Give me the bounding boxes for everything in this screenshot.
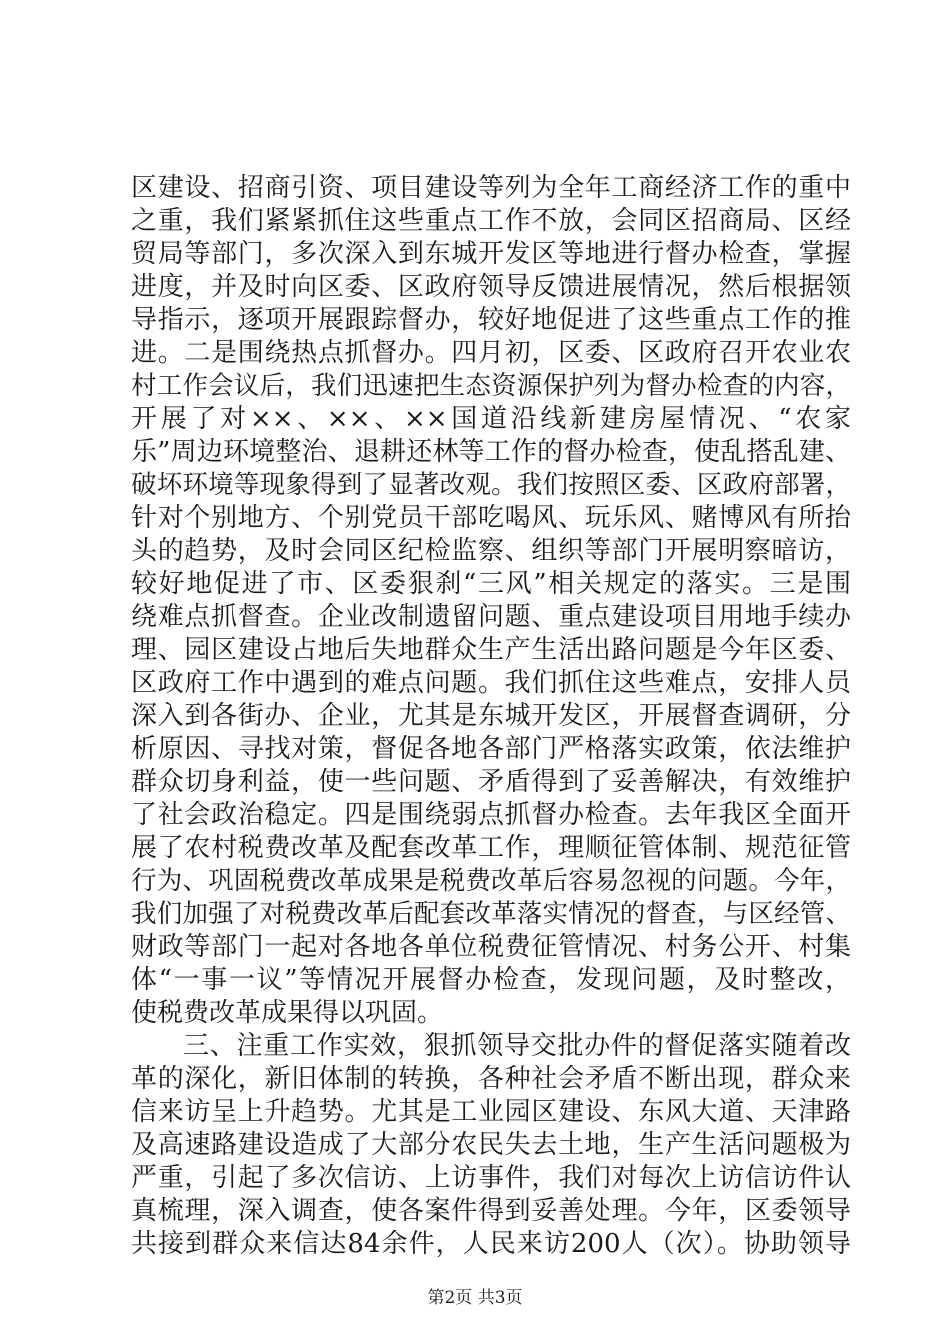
text-line: 导指示，逐项开展跟踪督办，较好地促进了这些重点工作的推 (131, 305, 851, 335)
text-line: 群众切身利益，使一些问题、矛盾得到了妥善解决，有效维护 (131, 767, 851, 797)
text-line: 贸局等部门，多次深入到东城开发区等地进行督办检查，掌握 (131, 239, 851, 269)
text-line: 绕难点抓督查。企业改制遗留问题、重点建设项目用地手续办 (131, 602, 851, 632)
text-line: 乐”周边环境整治、退耕还林等工作的督办检查，使乱搭乱建、 (131, 437, 851, 467)
section-heading-line: 三、注重工作实效，狠抓领导交批办件的督促落实随着改 (183, 1031, 851, 1061)
text-line: 较好地促进了市、区委狠刹“三风”相关规定的落实。三是围 (131, 569, 851, 599)
text-line: 行为、巩固税费改革成果是税费改革后容易忽视的问题。今年， (131, 866, 851, 896)
text-line: 严重，引起了多次信访、上访事件，我们对每次上访信访件认 (131, 1163, 851, 1193)
text-line: 区建设、招商引资、项目建设等列为全年工商经济工作的重中 (131, 173, 851, 203)
text-line: 我们加强了对税费改革后配套改革落实情况的督查，与区经管、 (131, 899, 851, 929)
page-number-footer: 第2页 共3页 (427, 1288, 523, 1308)
text-line: 共接到群众来信达84余件，人民来访200人（次）。协助领导 (131, 1229, 851, 1259)
text-line: 析原因、寻找对策，督促各地各部门严格落实政策，依法维护 (131, 734, 851, 764)
text-line: 真梳理，深入调查，使各案件得到妥善处理。今年，区委领导 (131, 1196, 851, 1226)
text-line: 及高速路建设造成了大部分农民失去土地，生产生活问题极为 (131, 1130, 851, 1160)
body-text (131, 172, 851, 1261)
text-line: 村工作会议后，我们迅速把生态资源保护列为督办检查的内容， (131, 371, 851, 401)
text-line: 展了农村税费改革及配套改革工作，理顺征管体制、规范征管 (131, 833, 851, 863)
text-line: 区政府工作中遇到的难点问题。我们抓住这些难点，安排人员 (131, 668, 851, 698)
text-line: 破坏环境等现象得到了显著改观。我们按照区委、区政府部署， (131, 470, 851, 500)
text-line: 之重，我们紧紧抓住这些重点工作不放，会同区招商局、区经 (131, 206, 851, 236)
text-line: 进。二是围绕热点抓督办。四月初，区委、区政府召开农业农 (131, 338, 851, 368)
text-line: 针对个别地方、个别党员干部吃喝风、玩乐风、赌博风有所抬 (131, 503, 851, 533)
text-line: 深入到各街办、企业，尤其是东城开发区，开展督查调研，分 (131, 701, 851, 731)
text-line: 革的深化，新旧体制的转换，各种社会矛盾不断出现，群众来 (131, 1064, 851, 1094)
text-line: 理、园区建设占地后失地群众生产生活出路问题是今年区委、 (131, 635, 851, 665)
text-line: 了社会政治稳定。四是围绕弱点抓督办检查。去年我区全面开 (131, 800, 851, 830)
paragraph-end-line: 使税费改革成果得以巩固。 (131, 998, 444, 1028)
text-line: 进度，并及时向区委、区政府领导反馈进展情况，然后根据领 (131, 272, 851, 302)
text-line: 开展了对××、××、××国道沿线新建房屋情况、“农家 (131, 404, 851, 434)
text-line: 头的趋势，及时会同区纪检监察、组织等部门开展明察暗访， (131, 536, 851, 566)
text-line: 财政等部门一起对各地各单位税费征管情况、村务公开、村集 (131, 932, 851, 962)
text-line: 体“一事一议”等情况开展督办检查，发现问题，及时整改， (131, 965, 851, 995)
text-line: 信来访呈上升趋势。尤其是工业园区建设、东风大道、天津路 (131, 1097, 851, 1127)
